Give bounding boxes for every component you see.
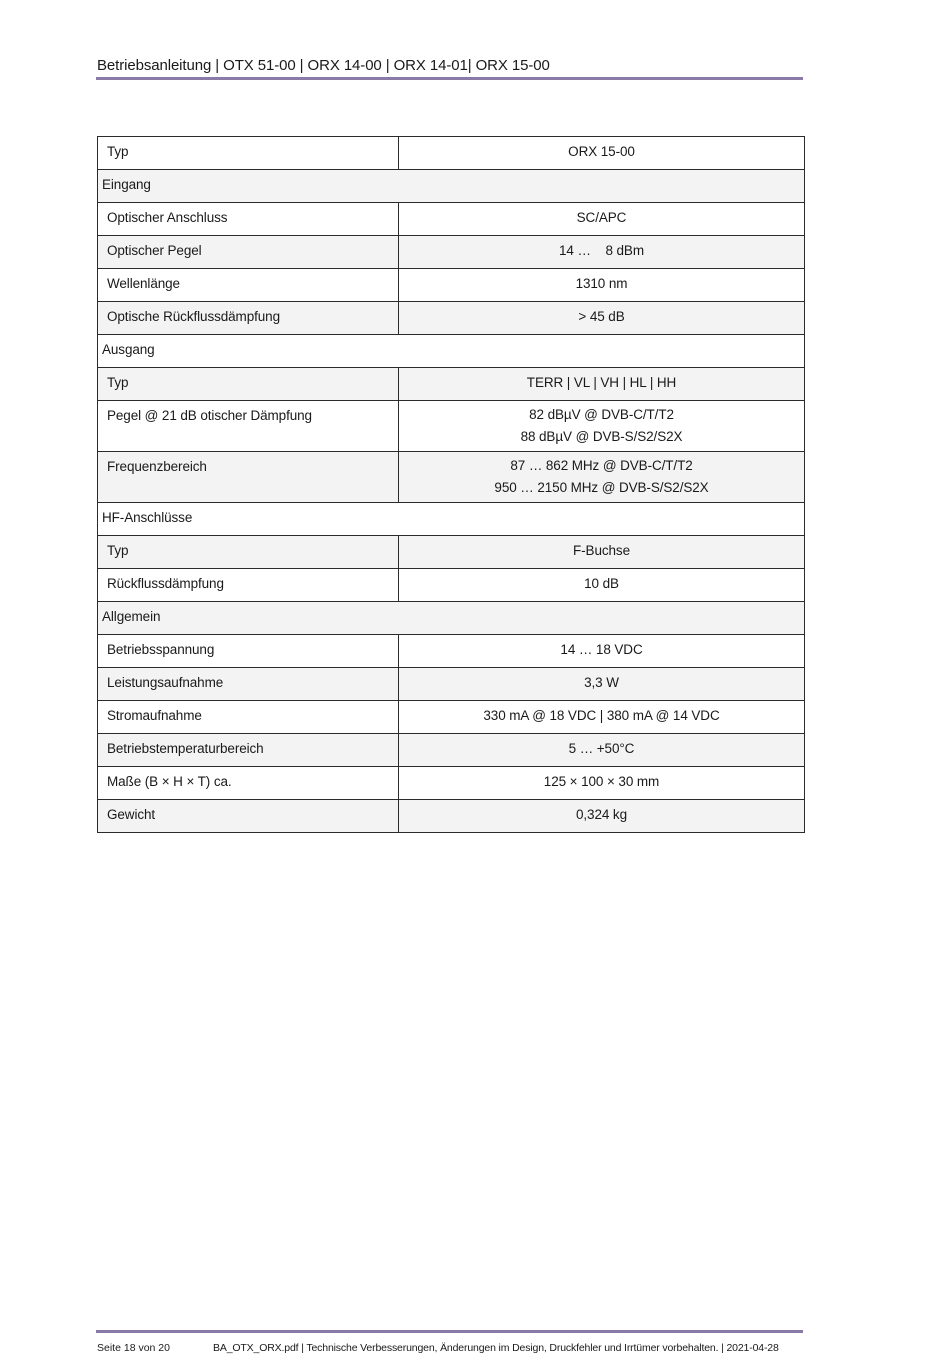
section-row xyxy=(98,170,805,203)
table-row xyxy=(98,302,805,335)
table-head-label: Typ xyxy=(98,137,399,170)
row-label: Leistungsaufnahme xyxy=(98,668,399,701)
row-value: 125 × 100 × 30 mm xyxy=(399,767,805,800)
table-row xyxy=(98,236,805,269)
row-label: Stromaufnahme xyxy=(98,701,399,734)
value-line: 82 dBµV @ DVB-C/T/T2 xyxy=(529,407,674,422)
row-value: 14 … 8 dBm xyxy=(399,236,805,269)
row-label: Wellenlänge xyxy=(98,269,399,302)
row-label: Rückflussdämpfung xyxy=(98,569,399,602)
table-row xyxy=(98,635,805,668)
table-head-value: ORX 15-00 xyxy=(399,137,805,170)
footer-divider xyxy=(96,1330,803,1333)
row-value: 1310 nm xyxy=(399,269,805,302)
section-row xyxy=(98,335,805,368)
row-label: Betriebsspannung xyxy=(98,635,399,668)
row-value: F-Buchse xyxy=(399,536,805,569)
row-value: 5 … +50°C xyxy=(399,734,805,767)
table-row xyxy=(98,569,805,602)
table-row xyxy=(98,203,805,236)
specification-table xyxy=(97,136,805,833)
row-value: SC/APC xyxy=(399,203,805,236)
row-label: Optischer Anschluss xyxy=(98,203,399,236)
row-label: Maße (B × H × T) ca. xyxy=(98,767,399,800)
table-row xyxy=(98,767,805,800)
row-value: 3,3 W xyxy=(399,668,805,701)
row-value: TERR | VL | VH | HL | HH xyxy=(399,368,805,401)
value-line: 88 dBµV @ DVB-S/S2/S2X xyxy=(520,429,683,444)
table-row xyxy=(98,701,805,734)
row-label: Betriebstemperaturbereich xyxy=(98,734,399,767)
table-row xyxy=(98,668,805,701)
row-label: Typ xyxy=(98,368,399,401)
page-number: Seite 18 von 20 xyxy=(97,1342,170,1354)
row-label: Gewicht xyxy=(98,800,399,833)
table-row xyxy=(98,452,805,503)
row-label: Frequenzbereich xyxy=(98,452,399,503)
table-row xyxy=(98,536,805,569)
row-value: > 45 dB xyxy=(399,302,805,335)
section-title: HF-Anschlüsse xyxy=(98,503,805,536)
row-value-multiline xyxy=(399,452,805,503)
section-title: Ausgang xyxy=(98,335,805,368)
document-header-title: Betriebsanleitung | OTX 51-00 | ORX 14-00 | ORX 14-01| ORX 15-00 xyxy=(97,57,550,74)
section-row xyxy=(98,503,805,536)
header-divider xyxy=(96,77,803,80)
value-line: 950 … 2150 MHz @ DVB-S/S2/S2X xyxy=(494,480,709,495)
footer-note: BA_OTX_ORX.pdf | Technische Verbesserungen, Änderungen im Design, Druckfehler und Irrtümer vorbehalten. | 2021-04-28 xyxy=(213,1342,779,1354)
row-label: Optischer Pegel xyxy=(98,236,399,269)
row-value-multiline xyxy=(399,401,805,452)
row-label: Pegel @ 21 dB otischer Dämpfung xyxy=(98,401,399,452)
row-value: 14 … 18 VDC xyxy=(399,635,805,668)
row-value: 330 mA @ 18 VDC | 380 mA @ 14 VDC xyxy=(399,701,805,734)
table-head-row xyxy=(98,137,805,170)
row-label: Typ xyxy=(98,536,399,569)
section-title: Eingang xyxy=(98,170,805,203)
section-row xyxy=(98,602,805,635)
table-row xyxy=(98,269,805,302)
table-row xyxy=(98,401,805,452)
row-label: Optische Rückflussdämpfung xyxy=(98,302,399,335)
table-row xyxy=(98,368,805,401)
value-line: 87 … 862 MHz @ DVB-C/T/T2 xyxy=(510,458,693,473)
table-row xyxy=(98,800,805,833)
table-row xyxy=(98,734,805,767)
row-value: 0,324 kg xyxy=(399,800,805,833)
section-title: Allgemein xyxy=(98,602,805,635)
row-value: 10 dB xyxy=(399,569,805,602)
